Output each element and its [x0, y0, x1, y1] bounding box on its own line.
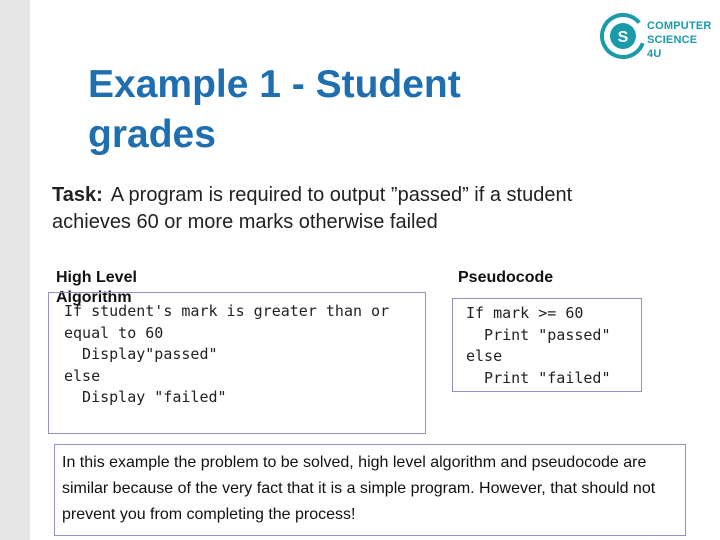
task-statement	[52, 182, 652, 236]
note-text: In this example the problem to be solved, high level algorithm and pseudocode are similar because of the very fact that it is a simple program. However, that should not prevent you from completing the process!	[62, 454, 656, 523]
high-level-algorithm-code: If student's mark is greater than or equal to 60 Display"passed" else Display "failed"	[64, 302, 390, 406]
high-level-algorithm-heading: High Level Algorithm	[56, 269, 137, 306]
svg-text:S: S	[617, 29, 629, 46]
slide-title: Example 1 - Student grades	[88, 63, 461, 156]
pseudocode-heading: Pseudocode	[458, 269, 554, 286]
logo	[600, 12, 712, 60]
task-label: Task:	[52, 184, 103, 206]
logo-text	[647, 19, 712, 61]
cs4u-logo-icon	[600, 12, 646, 60]
left-decor-strip	[0, 0, 30, 540]
task-text: A program is required to output ”passed” if a student achieves 60 or more marks otherwise failed	[52, 184, 573, 233]
logo-line-2: SCIENCE 4U	[647, 34, 698, 60]
pseudocode-code: If mark >= 60 Print "passed" else Print "failed"	[466, 304, 611, 387]
logo-line-1: COMPUTER	[647, 20, 712, 32]
